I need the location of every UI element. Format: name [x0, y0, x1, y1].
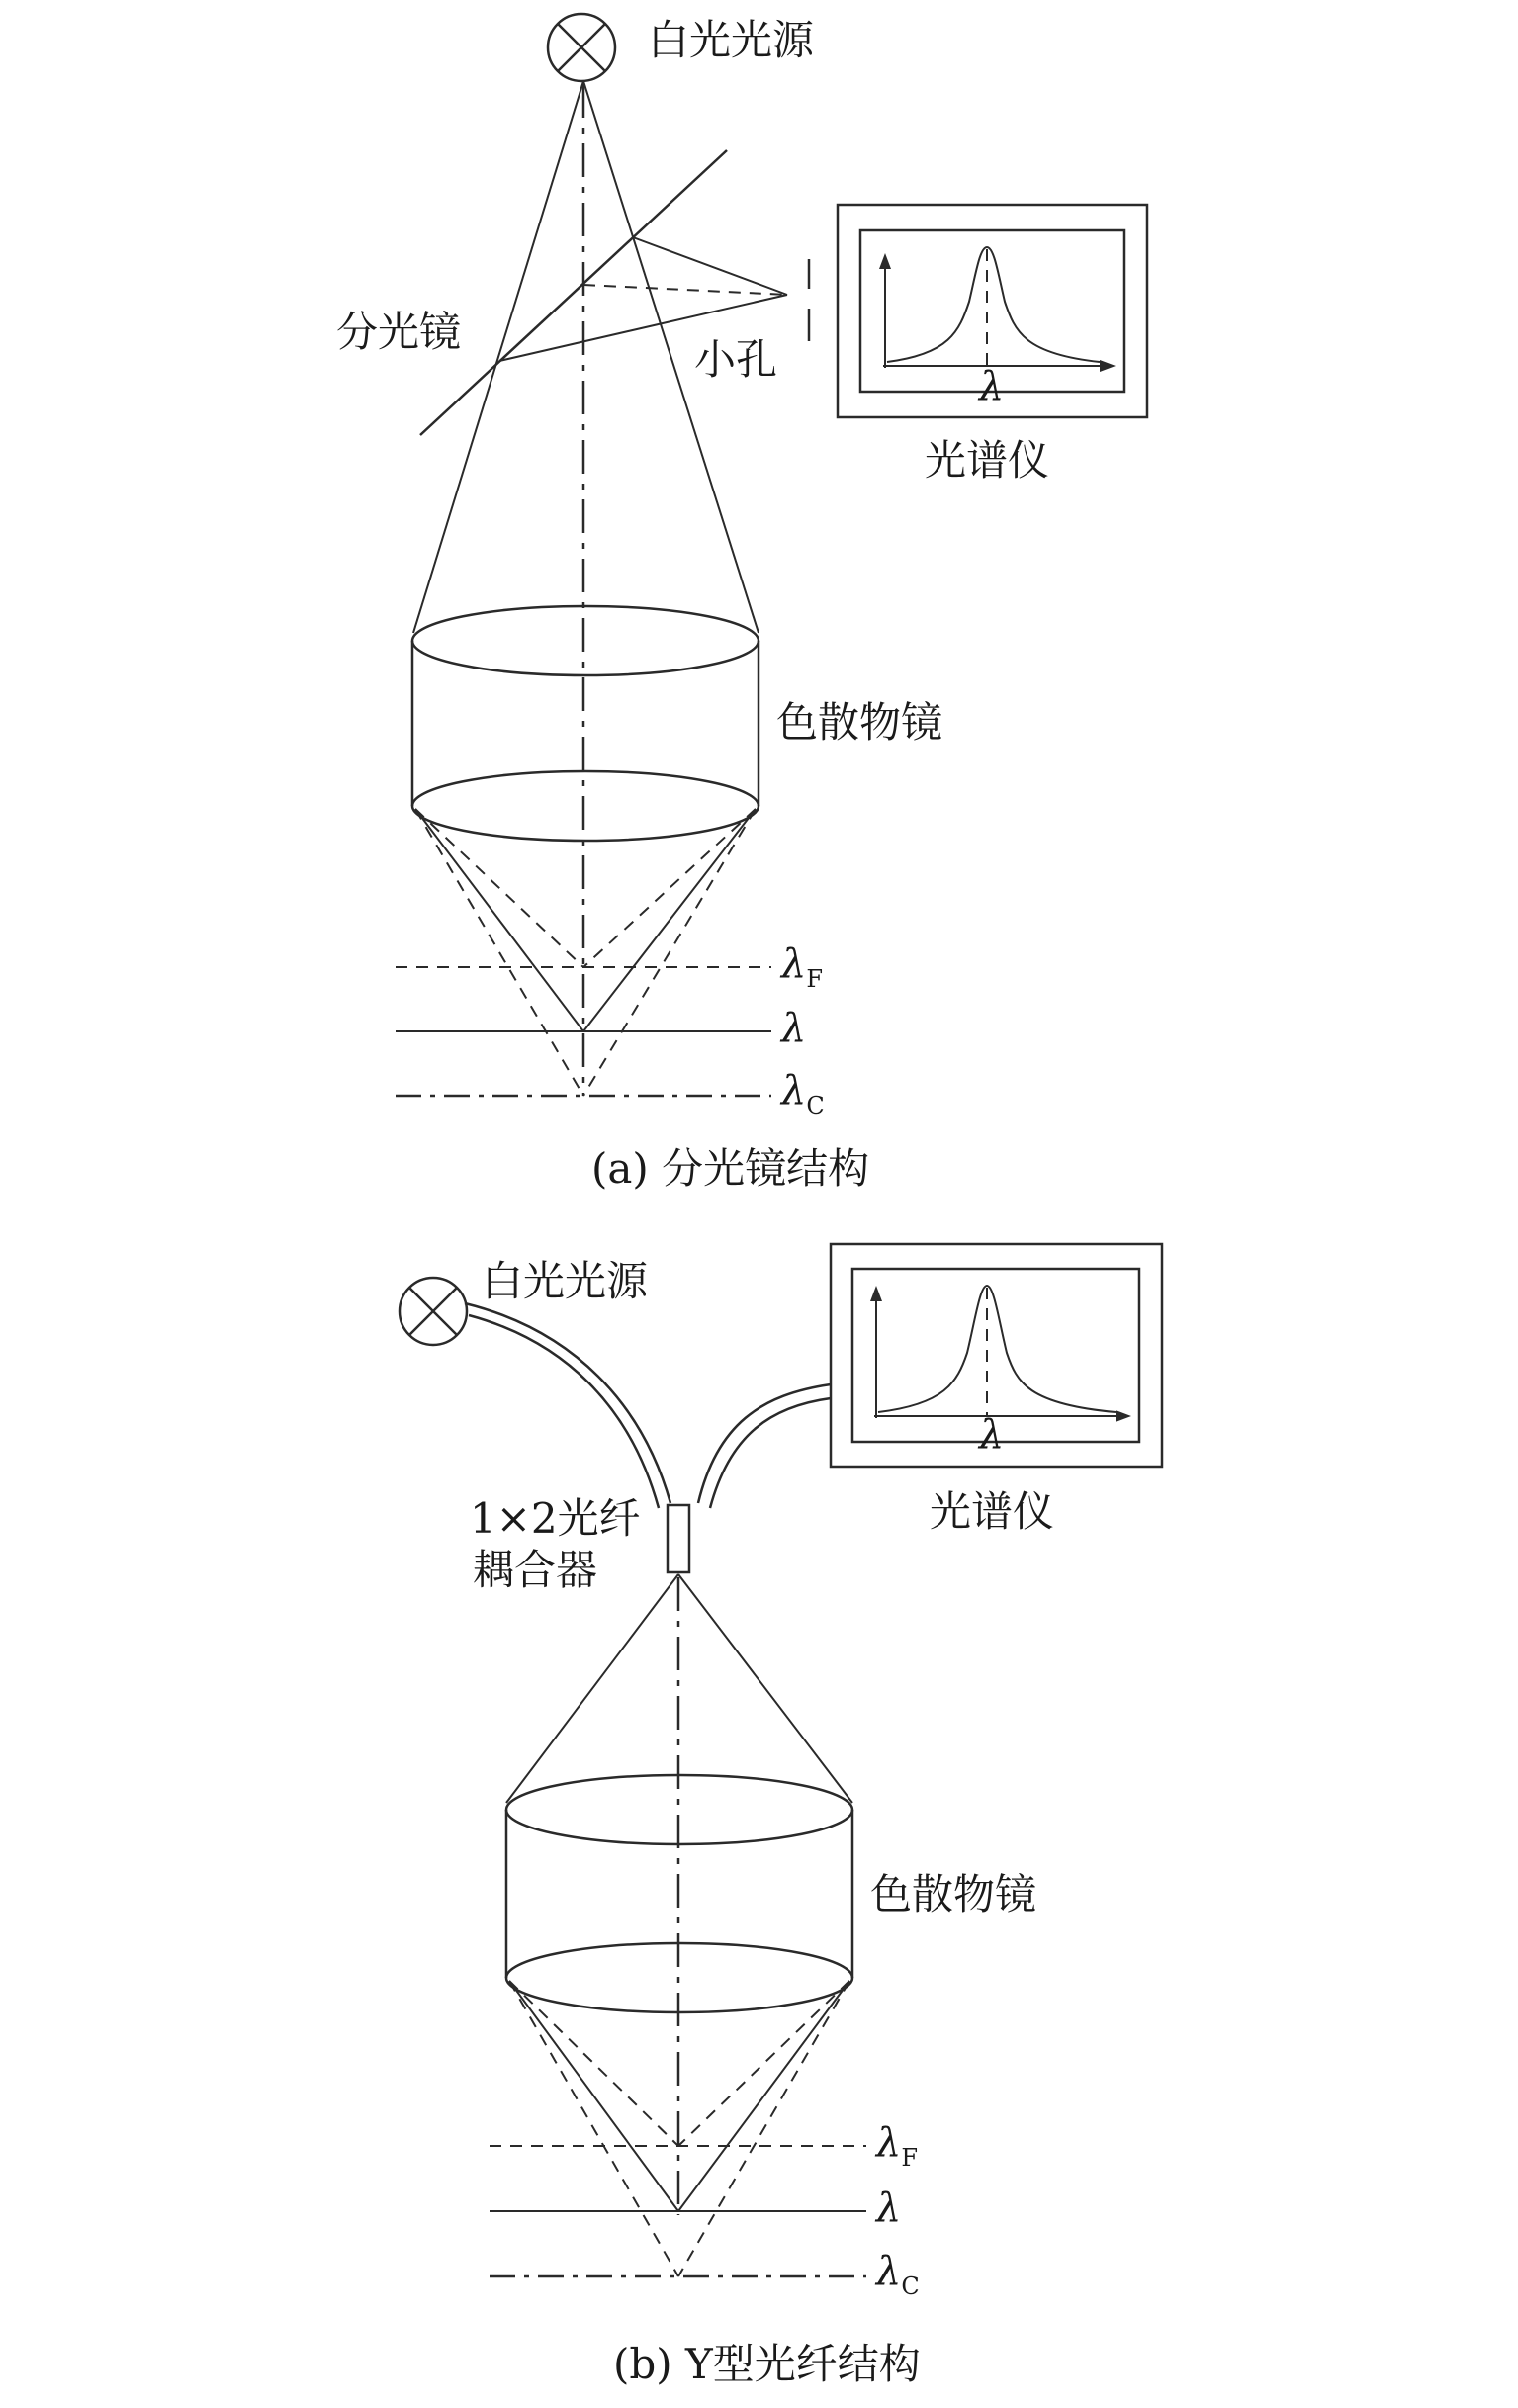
beam-cone-right — [678, 1574, 852, 1803]
source-fiber — [465, 1303, 670, 1508]
coupler-label-line1: 1×2光纤 — [470, 1494, 641, 1543]
lambda-label: λ — [781, 1006, 807, 1051]
panel-a — [336, 14, 1147, 1193]
reflected-ray-upper — [633, 237, 787, 295]
lambda-f-label: $\lambda_F$ — [781, 941, 824, 993]
panel-b — [400, 1244, 1162, 2388]
light-source-icon — [400, 1278, 467, 1345]
objective-label: 色散物镜 — [776, 698, 943, 747]
focus-rays-a — [415, 809, 756, 1096]
lambda-c-label: $\lambda_C$ — [781, 1068, 825, 1119]
light-source-label: 白光光源 — [648, 16, 815, 64]
lambda-label: λ — [876, 2185, 902, 2231]
beam-cone-left — [413, 81, 583, 633]
light-source-icon — [548, 14, 615, 81]
caption-a: (a) 分光镜结构 — [591, 1144, 870, 1193]
spectrometer-peak-lambda: λ — [979, 364, 1005, 409]
spectrometer-peak-lambda: λ — [979, 1412, 1005, 1458]
objective-label: 色散物镜 — [870, 1870, 1037, 1918]
light-source-label: 白光光源 — [482, 1257, 649, 1305]
reflected-ray-center — [583, 285, 787, 295]
pinhole-label: 小孔 — [694, 335, 778, 384]
caption-b: (b) Y型光纤结构 — [613, 2340, 921, 2388]
spectrometer-label: 光谱仪 — [925, 436, 1050, 485]
fiber-coupler — [668, 1505, 689, 1572]
beam-splitter-plate — [420, 150, 727, 435]
spectrometer-label: 光谱仪 — [930, 1487, 1055, 1536]
beam-cone-left — [506, 1574, 678, 1803]
lambda-f-label: $\lambda_F$ — [876, 2120, 919, 2172]
coupler-label-line2: 耦合器 — [473, 1546, 598, 1594]
spectrometer-fiber — [698, 1384, 831, 1508]
beam-splitter-label: 分光镜 — [336, 308, 462, 356]
dispersive-objective — [412, 606, 759, 841]
lambda-c-label: $\lambda_C$ — [876, 2249, 920, 2300]
